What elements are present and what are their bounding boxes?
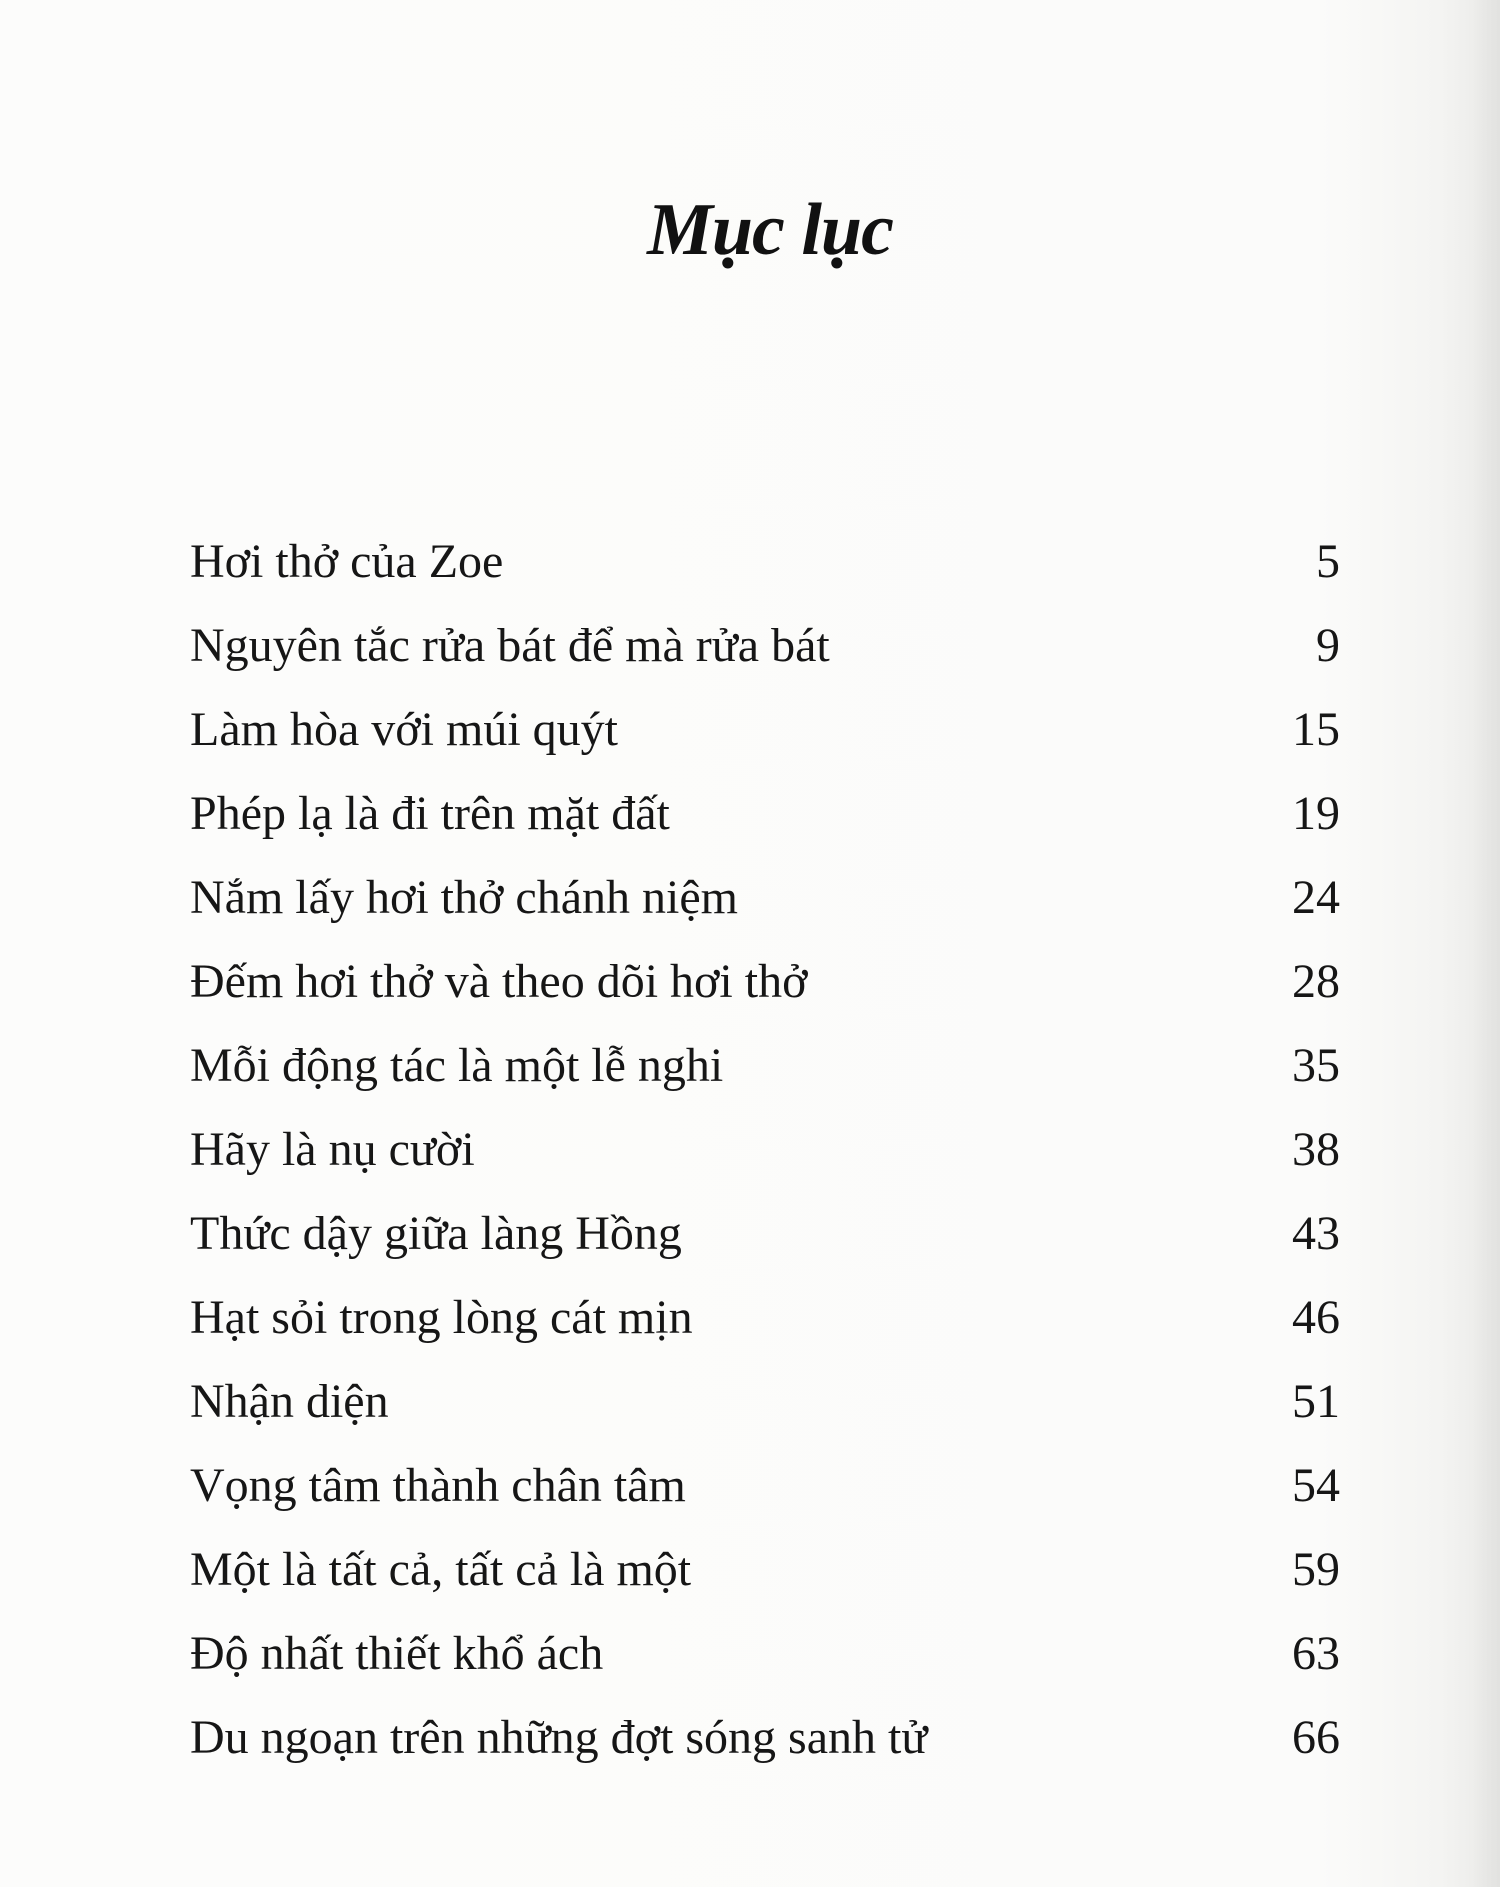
toc-entry-page-number: 51 bbox=[1292, 1375, 1340, 1428]
toc-entry-title: Đếm hơi thở và theo dõi hơi thở bbox=[190, 955, 808, 1008]
toc-entry bbox=[190, 1192, 1340, 1276]
toc-entry-title: Một là tất cả, tất cả là một bbox=[190, 1543, 692, 1596]
toc-entry-title: Làm hòa với múi quýt bbox=[190, 703, 618, 756]
toc-entry-title: Thức dậy giữa làng Hồng bbox=[190, 1207, 682, 1260]
toc-entry-title: Hãy là nụ cười bbox=[190, 1123, 475, 1176]
toc-entry bbox=[190, 856, 1340, 940]
toc-entry bbox=[190, 940, 1340, 1024]
toc-entry-page-number: 38 bbox=[1292, 1123, 1340, 1176]
toc-entry-page-number: 35 bbox=[1292, 1039, 1340, 1092]
toc-entry-page-number: 19 bbox=[1292, 787, 1340, 840]
toc-entry-title: Phép lạ là đi trên mặt đất bbox=[190, 787, 670, 840]
toc-entry-page-number: 15 bbox=[1292, 703, 1340, 756]
toc-entry-title: Nắm lấy hơi thở chánh niệm bbox=[190, 871, 738, 924]
table-of-contents bbox=[190, 520, 1340, 1780]
toc-entry bbox=[190, 1612, 1340, 1696]
toc-entry bbox=[190, 1276, 1340, 1360]
toc-entry-page-number: 43 bbox=[1292, 1207, 1340, 1260]
toc-entry-title: Du ngoạn trên những đợt sóng sanh tử bbox=[190, 1711, 928, 1764]
toc-entry-page-number: 46 bbox=[1292, 1291, 1340, 1344]
toc-entry-title: Nhận diện bbox=[190, 1375, 389, 1428]
toc-entry-title: Vọng tâm thành chân tâm bbox=[190, 1459, 686, 1512]
toc-entry-page-number: 24 bbox=[1292, 871, 1340, 924]
toc-entry bbox=[190, 1528, 1340, 1612]
toc-entry-title: Hơi thở của Zoe bbox=[190, 535, 504, 588]
toc-entry-page-number: 63 bbox=[1292, 1627, 1340, 1680]
toc-entry-page-number: 5 bbox=[1316, 535, 1340, 588]
toc-entry-page-number: 28 bbox=[1292, 955, 1340, 1008]
page-edge-shadow bbox=[1472, 0, 1500, 1887]
toc-entry-title: Hạt sỏi trong lòng cát mịn bbox=[190, 1291, 693, 1344]
toc-entry bbox=[190, 1024, 1340, 1108]
toc-entry-page-number: 54 bbox=[1292, 1459, 1340, 1512]
toc-entry-page-number: 59 bbox=[1292, 1543, 1340, 1596]
toc-entry-title: Mỗi động tác là một lễ nghi bbox=[190, 1039, 724, 1092]
page-title: Mục lục bbox=[647, 189, 893, 271]
toc-entry-page-number: 9 bbox=[1316, 619, 1340, 672]
toc-entry bbox=[190, 604, 1340, 688]
toc-entry bbox=[190, 1108, 1340, 1192]
toc-entry-title: Độ nhất thiết khổ ách bbox=[190, 1627, 604, 1680]
toc-entry bbox=[190, 520, 1340, 604]
toc-entry bbox=[190, 772, 1340, 856]
toc-entry bbox=[190, 1444, 1340, 1528]
toc-entry bbox=[190, 688, 1340, 772]
toc-entry-title: Nguyên tắc rửa bát để mà rửa bát bbox=[190, 619, 830, 672]
toc-entry-page-number: 66 bbox=[1292, 1711, 1340, 1764]
toc-entry bbox=[190, 1360, 1340, 1444]
toc-entry bbox=[190, 1696, 1340, 1780]
